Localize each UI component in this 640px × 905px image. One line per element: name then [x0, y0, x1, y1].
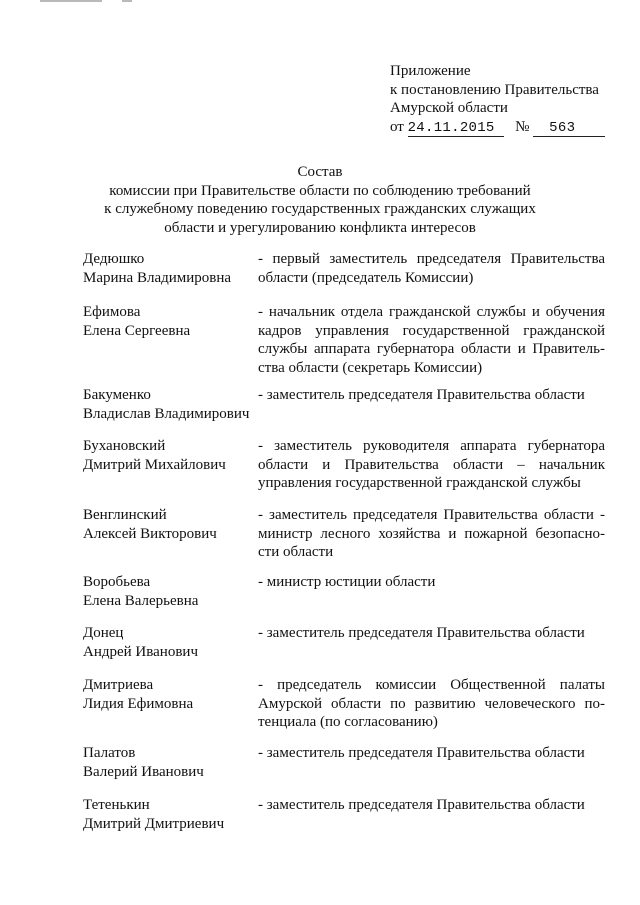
member-name	[83, 506, 258, 543]
scan-mark	[122, 0, 132, 2]
member-name	[83, 796, 258, 833]
member-given-name: Дмитрий Дмитриевич	[83, 815, 225, 832]
member-name	[83, 624, 258, 661]
member-name	[83, 676, 258, 713]
heading-line: комиссии при Правительстве области по соблюдению требований	[109, 182, 531, 199]
member-surname: Тетенькин	[83, 797, 150, 813]
member-name	[83, 744, 258, 781]
member-name	[83, 250, 258, 287]
heading-line: к служебному поведению государственных гражданских служащих	[104, 201, 536, 217]
member-surname: Бухановский	[83, 438, 166, 454]
member-role: - заместитель руководителя аппарата губернатора области и Правительства области – начальник управления государственной гражданской службы	[258, 438, 605, 491]
member-surname: Дмитриева	[83, 677, 154, 693]
resolution-date: 24.11.2015	[408, 121, 504, 137]
member-surname: Палатов	[83, 745, 136, 761]
member-given-name: Алексей Викторович	[83, 525, 217, 542]
member-given-name: Дмитрий Михайлович	[83, 456, 226, 473]
member-given-name: Лидия Ефимовна	[83, 695, 194, 712]
heading-title: Состав	[297, 164, 343, 180]
heading-line: области и урегулированию конфликта интересов	[164, 219, 476, 236]
member-role: - первый заместитель председателя Правительства области (председатель Комиссии)	[258, 251, 605, 286]
resolution-number: 563	[533, 121, 605, 137]
member-role: - заместитель председателя Правительства области	[258, 625, 585, 641]
member-name	[83, 437, 258, 474]
member-role: - заместитель председателя Правительства области	[258, 387, 585, 403]
member-surname: Воробьева	[83, 574, 151, 590]
member-surname: Донец	[83, 625, 124, 641]
member-given-name: Елена Сергеевна	[83, 322, 191, 339]
member-role: - заместитель председателя Правительства области	[258, 797, 585, 813]
appendix-date-line	[390, 118, 605, 137]
member-role: - заместитель председателя Правительства области - министр лесного хозяйства и пожарной безопасно-сти области	[258, 507, 605, 560]
member-surname: Дедюшко	[83, 251, 145, 267]
appendix-block	[390, 62, 605, 137]
appendix-line: Приложение	[390, 63, 471, 79]
scan-mark	[40, 0, 102, 2]
member-role: - заместитель председателя Правительства области	[258, 745, 585, 761]
member-role: - председатель комиссии Общественной палаты Амурской области по развитию человеческого по-тенциала (по согласованию)	[258, 677, 605, 730]
member-surname: Ефимова	[83, 304, 141, 320]
member-surname: Венглинский	[83, 507, 167, 523]
member-role: - начальник отдела гражданской службы и обучения кадров управления государственной гражданской службы аппарата губернатора области и Правитель-ства области (секретарь Комиссии)	[258, 304, 605, 376]
member-given-name: Андрей Иванович	[83, 643, 198, 660]
member-given-name: Марина Владимировна	[83, 269, 232, 286]
member-name	[83, 386, 258, 423]
member-surname: Бакуменко	[83, 387, 151, 403]
member-given-name: Валерий Иванович	[83, 763, 204, 780]
number-sign: №	[515, 118, 530, 135]
member-name	[83, 573, 258, 610]
appendix-line: Амурской области	[390, 100, 508, 116]
member-role: - министр юстиции области	[258, 574, 436, 590]
document-heading	[80, 163, 560, 237]
member-given-name: Елена Валерьевна	[83, 592, 199, 609]
member-given-name: Владислав Владимирович	[83, 405, 250, 422]
member-name	[83, 303, 258, 340]
date-prefix: от	[390, 118, 404, 135]
appendix-line: к постановлению Правительства	[390, 81, 599, 98]
